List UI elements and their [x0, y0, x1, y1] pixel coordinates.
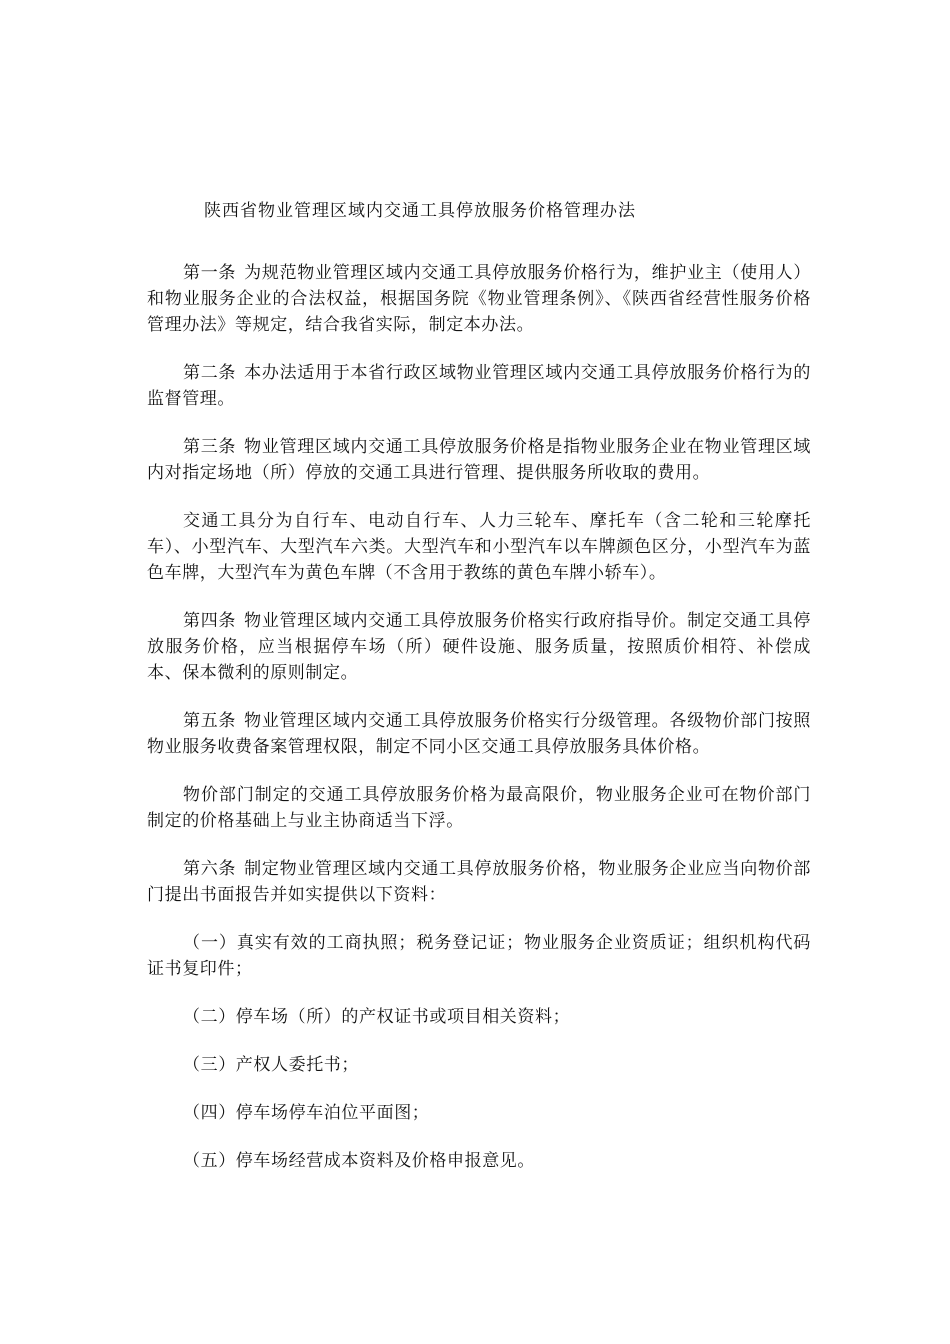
list-item: （三）产权人委托书； — [183, 1055, 359, 1075]
paragraph-article-3 — [147, 434, 811, 486]
document-title: 陕西省物业管理区域内交通工具停放服务价格管理办法 — [204, 201, 636, 221]
paragraph-text: 物业管理区域内交通工具停放服务价格实行分级管理。各级物价部门按照物业服务收费备案管理权限，制定不同小区交通工具停放服务具体价格。 — [147, 711, 811, 757]
article-number: 第五条 — [183, 711, 237, 731]
paragraph-price-cap — [147, 782, 811, 834]
paragraph-text: 交通工具分为自行车、电动自行车、人力三轮车、摩托车（含二轮和三轮摩托车）、小型汽车、大型汽车六类。大型汽车和小型汽车以车牌颜色区分，小型汽车为蓝色车牌，大型汽车为黄色车牌（不含用于教练的黄色车牌小轿车）。 — [147, 511, 811, 583]
paragraph-article-2 — [147, 360, 811, 412]
article-number: 第三条 — [183, 437, 237, 457]
paragraph-article-5 — [147, 708, 811, 760]
paragraph-vehicle-types — [147, 508, 811, 586]
paragraph-text: 本办法适用于本省行政区域物业管理区域内交通工具停放服务价格行为的监督管理。 — [147, 363, 811, 409]
paragraph-text: 为规范物业管理区域内交通工具停放服务价格行为，维护业主（使用人）和物业服务企业的合法权益，根据国务院《物业管理条例》、《陕西省经营性服务价格管理办法》等规定，结合我省实际，制定本办法。 — [147, 263, 811, 335]
list-item: （四）停车场停车泊位平面图； — [183, 1103, 430, 1123]
paragraph-article-1 — [147, 260, 811, 338]
article-number: 第六条 — [183, 859, 237, 879]
document-body — [147, 260, 811, 1196]
paragraph-text: 物业管理区域内交通工具停放服务价格是指物业服务企业在物业管理区域内对指定场地（所）停放的交通工具进行管理、提供服务所收取的费用。 — [147, 437, 811, 483]
article-number: 第二条 — [183, 363, 237, 383]
article-number: 第一条 — [183, 263, 237, 283]
list-item: （一）真实有效的工商执照；税务登记证；物业服务企业资质证；组织机构代码证书复印件； — [147, 933, 811, 979]
list-item: （五）停车场经营成本资料及价格申报意见。 — [183, 1151, 535, 1171]
list-item: （二）停车场（所）的产权证书或项目相关资料； — [183, 1007, 571, 1027]
paragraph-article-4 — [147, 608, 811, 686]
paragraph-text: 物价部门制定的交通工具停放服务价格为最高限价，物业服务企业可在物价部门制定的价格基础上与业主协商适当下浮。 — [147, 785, 811, 831]
paragraph-article-6 — [147, 856, 811, 908]
article-number: 第四条 — [183, 611, 237, 631]
paragraph-text: 物业管理区域内交通工具停放服务价格实行政府指导价。制定交通工具停放服务价格，应当根据停车场（所）硬件设施、服务质量，按照质价相符、补偿成本、保本微利的原则制定。 — [147, 611, 811, 683]
paragraph-text: 制定物业管理区域内交通工具停放服务价格，物业服务企业应当向物价部门提出书面报告并如实提供以下资料： — [147, 859, 811, 905]
